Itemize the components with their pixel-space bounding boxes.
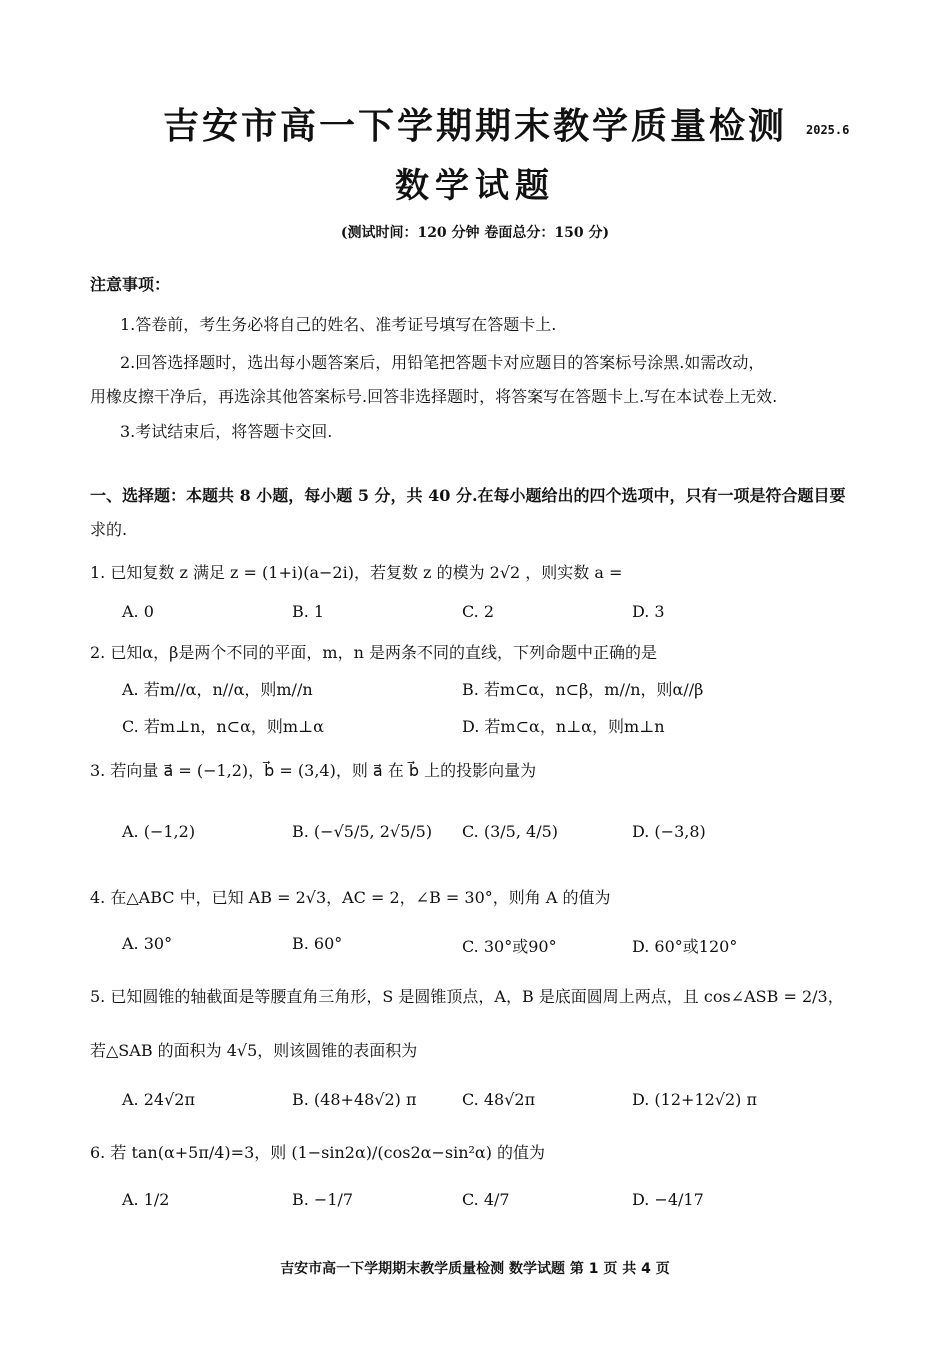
subject-title: 数学试题: [395, 166, 555, 206]
question-5-stem-cont: 若△SAB 的面积为 4√5，则该圆锥的表面积为: [90, 1041, 418, 1060]
question-5-option-d: D. (12+12√2) π: [632, 1090, 758, 1109]
question-6-stem: 6. 若 tan(α+5π/4)=3，则 (1−sin2α)/(cos2α−sin²α) 的值为: [90, 1143, 546, 1162]
question-4-option-d: D. 60°或120°: [632, 937, 738, 956]
notice-item-2a: 2.回答选择题时，选出每小题答案后，用铅笔把答题卡对应题目的答案标号涂黑.如需改动，: [120, 353, 765, 372]
notice-item-2b: 用橡皮擦干净后，再选涂其他答案标号.回答非选择题时，将答案写在答题卡上.写在本试卷上无效.: [90, 387, 778, 406]
question-2-stem: 2. 已知α，β是两个不同的平面，m，n 是两条不同的直线，下列命题中正确的是: [90, 643, 657, 662]
question-5-option-a: A. 24√2π: [122, 1090, 195, 1109]
question-1-option-d: D. 3: [632, 602, 665, 621]
section-1-heading: 一、选择题：本题共 8 小题，每小题 5 分，共 40 分.在每小题给出的四个选项中，只有一项是符合题目要: [90, 486, 846, 505]
question-2-option-a: A. 若m//α，n//α，则m//n: [122, 680, 313, 699]
question-5-stem: 5. 已知圆锥的轴截面是等腰直角三角形，S 是圆锥顶点，A，B 是底面圆周上两点，且 cos∠ASB = 2/3，: [90, 987, 844, 1006]
question-3-option-b: B. (−√5/5, 2√5/5): [292, 822, 433, 841]
question-1-option-b: B. 1: [292, 602, 325, 621]
notice-item-3: 3.考试结束后，将答题卡交回.: [120, 422, 333, 441]
question-6-option-c: C. 4/7: [462, 1190, 510, 1209]
question-1-option-c: C. 2: [462, 602, 495, 621]
question-3-option-d: D. (−3,8): [632, 822, 706, 841]
question-1-stem: 1. 已知复数 z 满足 z = (1+i)(a−2i)，若复数 z 的模为 2√2 ，则实数 a =: [90, 563, 623, 582]
question-3-option-a: A. (−1,2): [122, 822, 196, 841]
section-1-heading-cont: 求的.: [90, 520, 128, 539]
exam-info: (测试时间：120 分钟 卷面总分：150 分): [340, 225, 610, 241]
notice-heading: 注意事项：: [90, 275, 171, 294]
question-3-stem: 3. 若向量 a⃗ = (−1,2)，b⃗ = (3,4)，则 a⃗ 在 b⃗ 上的投影向量为: [90, 761, 537, 780]
question-4-option-b: B. 60°: [292, 934, 343, 953]
exam-date: 2025.6: [806, 123, 850, 137]
question-3-option-c: C. (3/5, 4/5): [462, 822, 558, 841]
question-4-stem: 4. 在△ABC 中，已知 AB = 2√3，AC = 2，∠B = 30°，则角 A 的值为: [90, 888, 611, 907]
question-1-option-a: A. 0: [122, 602, 154, 621]
notice-item-1: 1.答卷前，考生务必将自己的姓名、准考证号填写在答题卡上.: [120, 315, 557, 334]
question-6-option-b: B. −1/7: [292, 1190, 354, 1209]
question-5-option-b: B. (48+48√2) π: [292, 1090, 417, 1109]
question-2-option-c: C. 若m⊥n，n⊂α，则m⊥α: [122, 717, 324, 736]
page-footer: 吉安市高一下学期期末教学质量检测 数学试题 第 1 页 共 4 页: [280, 1261, 670, 1277]
question-2-option-b: B. 若m⊂α，n⊂β，m//n，则α//β: [462, 680, 704, 699]
question-6-option-d: D. −4/17: [632, 1190, 704, 1209]
question-5-option-c: C. 48√2π: [462, 1090, 536, 1109]
question-4-option-c: C. 30°或90°: [462, 937, 557, 956]
exam-title: 吉安市高一下学期期末教学质量检测: [162, 106, 787, 147]
question-4-option-a: A. 30°: [122, 934, 173, 953]
question-2-option-d: D. 若m⊂α，n⊥α，则m⊥n: [462, 717, 665, 736]
question-6-option-a: A. 1/2: [122, 1190, 170, 1209]
